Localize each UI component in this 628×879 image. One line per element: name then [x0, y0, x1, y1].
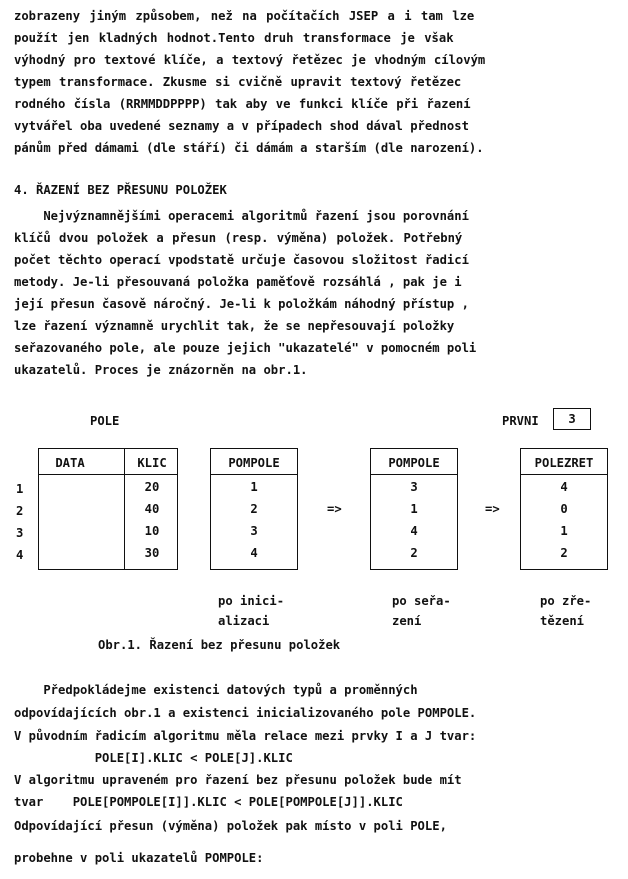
pompole-initial-value: 2	[250, 502, 258, 516]
pompole-initial-value: 1	[250, 480, 258, 494]
text-line: probehne v poli ukazatelů POMPOLE:	[14, 851, 264, 865]
pompole-sorted-value: 3	[410, 480, 418, 494]
arrow: =>	[485, 502, 500, 516]
caption-sorting-line2: zení	[392, 614, 422, 628]
text-line: Předpokládejme existenci datových typů a proměnných	[14, 683, 418, 697]
text-line: metody. Je-li přesouvaná položka paměťově rozsáhlá , pak je i	[14, 275, 462, 289]
text-line: ukazatelů. Proces je znázorněn na obr.1.	[14, 363, 308, 377]
pompole-sorted-value: 1	[410, 502, 418, 516]
arrow: =>	[327, 502, 342, 516]
text-line: její přesun časově náročný. Je-li k položkám náhodný přístup ,	[14, 297, 469, 311]
figure-caption: Obr.1. Řazení bez přesunu položek	[98, 638, 341, 652]
code-line: POLE[I].KLIC < POLE[J].KLIC	[14, 751, 293, 765]
klic-value: 20	[144, 480, 160, 494]
polezret-value: 1	[560, 524, 568, 538]
text-line: zobrazeny jiným způsobem, než na počítačích JSEP a i tam lze	[14, 9, 475, 23]
polezret-value: 4	[560, 480, 568, 494]
klic-value: 30	[144, 546, 160, 560]
text-line: Nejvýznamnějšími operacemi algoritmů řazení jsou porovnání	[14, 209, 469, 223]
polezret-value: 0	[560, 502, 568, 516]
data-header: DATA	[55, 456, 85, 470]
table-divider	[370, 474, 458, 475]
pompole-sorted-header: POMPOLE	[388, 456, 440, 470]
caption-sorting: po seřa-	[392, 594, 451, 608]
text-line: klíčů dvou položek a přesun (resp. výměna) položek. Potřebný	[14, 231, 463, 245]
text-line: pánům před dámami (dle stáří) či dámám a starším (dle narození).	[14, 141, 484, 155]
row-number: 4	[16, 548, 24, 562]
text-line: seřazovaného pole, ale pouze jejich "ukazatelé" v pomocném poli	[14, 341, 477, 355]
row-number: 3	[16, 526, 24, 540]
pompole-sorted-value: 2	[410, 546, 418, 560]
pompole-initial-header: POMPOLE	[228, 456, 280, 470]
text-line: výhodný pro textové klíče, a textový řetězec je vhodným cílovým	[14, 53, 486, 67]
pompole-initial-value: 3	[250, 524, 258, 538]
pompole-sorted-value: 4	[410, 524, 418, 538]
caption-chaining: po zře-	[540, 594, 592, 608]
text-line: počet těchto operací vpodstatě určuje časovou složitost řadicí	[14, 253, 469, 267]
table-divider	[210, 474, 298, 475]
caption-initialization-line2: alizaci	[218, 614, 270, 628]
pompole-initial-value: 4	[250, 546, 258, 560]
polezret-value: 2	[560, 546, 568, 560]
prvni-label: PRVNI	[502, 414, 539, 428]
prvni-value: 3	[568, 412, 576, 426]
row-number: 2	[16, 504, 24, 518]
klic-value: 10	[144, 524, 160, 538]
text-line: lze řazení významně urychlit tak, že se nepřesouvají položky	[14, 319, 455, 333]
code-line: tvar POLE[POMPOLE[I]].KLIC < POLE[POMPOLE[J]].KLIC	[14, 795, 403, 809]
text-line: použít jen kladných hodnot.Tento druh transformace je však	[14, 31, 454, 45]
table-divider	[38, 474, 178, 475]
pole-label: POLE	[90, 414, 120, 428]
table-divider	[520, 474, 608, 475]
text-line: odpovídajících obr.1 a existenci inicializovaného pole POMPOLE.	[14, 706, 477, 720]
polezret-header: POLEZRET	[534, 456, 594, 470]
text-line: typem transformace. Zkusme si cvičně upravit textový řetězec	[14, 75, 462, 89]
text-line: vytvářel oba uvedené seznamy a v případech shod dával přednost	[14, 119, 469, 133]
klic-header: KLIC	[137, 456, 167, 470]
row-number: 1	[16, 482, 24, 496]
klic-value: 40	[144, 502, 160, 516]
section-heading: 4. ŘAZENÍ BEZ PŘESUNU POLOŽEK	[14, 183, 227, 197]
caption-chaining-line2: tězení	[540, 614, 585, 628]
text-line: V původním řadicím algoritmu měla relace mezi prvky I a J tvar:	[14, 729, 477, 743]
text-line: V algoritmu upraveném pro řazení bez přesunu položek bude mít	[14, 773, 462, 787]
caption-initialization: po inici-	[218, 594, 285, 608]
text-line: Odpovídající přesun (výměna) položek pak místo v poli POLE,	[14, 819, 447, 833]
prvni-box	[553, 408, 591, 430]
text-line: rodného čísla (RRMMDDPPPP) tak aby ve funkci klíče při řazení	[14, 97, 471, 111]
